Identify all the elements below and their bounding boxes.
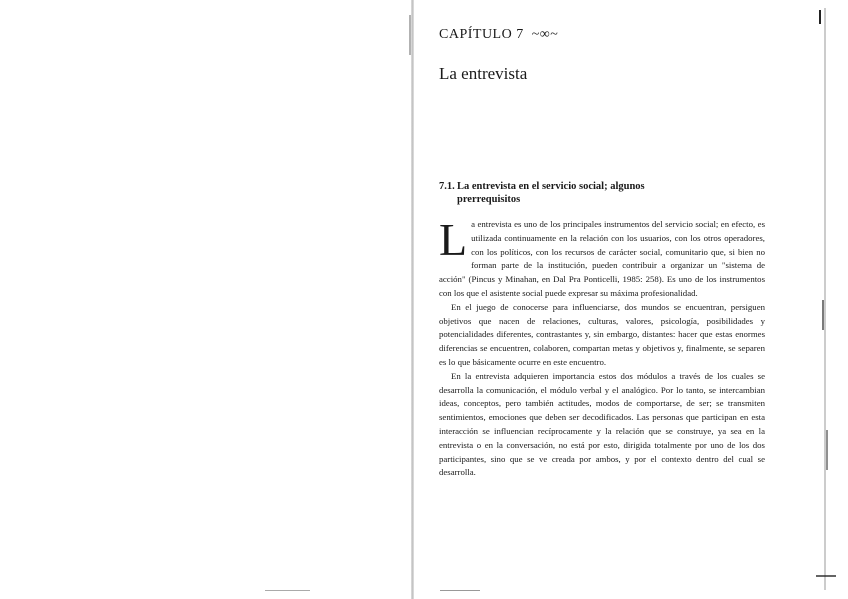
chapter-heading bbox=[439, 27, 558, 43]
book-gutter-shadow bbox=[411, 0, 414, 599]
chapter-label: CAPÍTULO 7 bbox=[439, 27, 524, 42]
page-edge-right bbox=[824, 8, 826, 590]
drop-cap: L bbox=[439, 214, 468, 265]
scan-mark-left-top bbox=[409, 15, 411, 55]
paragraph-2: En el juego de conocerse para influenciarse, dos mundos se encuentran, persiguen objetivos que nacen de relaciones, culturas, valores, psicología, posibilidades y potencialidades diferentes, contrastantes y, sin embargo, distantes: hacer que estas enormes diferencias se encuentren, colaboren, compartan metas y objetivos y, finalmente, se separen es lo que básicamente ocurre en este encuentro. bbox=[439, 301, 765, 367]
paragraph-3: En la entrevista adquieren importancia estos dos módulos a través de los cuales se desarrolla la comunicación, el módulo verbal y el analógico. Por lo tanto, se intercambian ideas, conceptos, pero también actitudes, modos de comportarse, de ser; se transmiten sentimientos, emociones que deben ser decodificados. Las personas que participan en esta interacción se influencian recíprocamente y la relación que se construye, ya sea en la entrevista o en la conversación, no está por esto, dirigida totalmente por uno de los dos participantes, sino que se ve creada por ambos, y por el contexto dentro del cual se desarrolla. bbox=[439, 370, 765, 478]
scan-footer-mark-center bbox=[440, 590, 480, 591]
scan-mark-top-right bbox=[819, 10, 821, 24]
chapter-title: La entrevista bbox=[439, 64, 528, 83]
body-text bbox=[439, 214, 765, 480]
section-number: 7.1. bbox=[439, 181, 455, 192]
section-heading bbox=[439, 180, 739, 206]
scan-mark-right-1 bbox=[822, 300, 824, 330]
scan-mark-right-2 bbox=[826, 430, 828, 470]
section-title-line1: La entrevista en el servicio social; algunos bbox=[457, 181, 645, 192]
scan-mark-bottom-right bbox=[816, 575, 836, 577]
scan-footer-mark-left bbox=[265, 590, 310, 591]
paragraph-1 bbox=[439, 214, 765, 301]
paragraph-1-text: a entrevista es uno de los principales instrumentos del servicio social; en efecto, es utilizada continuamente en la relación con los usuarios, con los otros operadores, con los políticos, con los recursos de carácter social, comunitario que, si bien no forman parte de la institución, pueden contribuir a organizar un "sistema de acción" (Pincus y Minahan, en Dal Pra Ponticelli, 1985: 258). Es uno de los instrumentos con los que el asistente social puede expresar su máxima profesionalidad. bbox=[439, 219, 765, 298]
section-title-line2: prerrequisitos bbox=[457, 194, 521, 205]
ornament-icon: ~∞~ bbox=[531, 27, 559, 42]
